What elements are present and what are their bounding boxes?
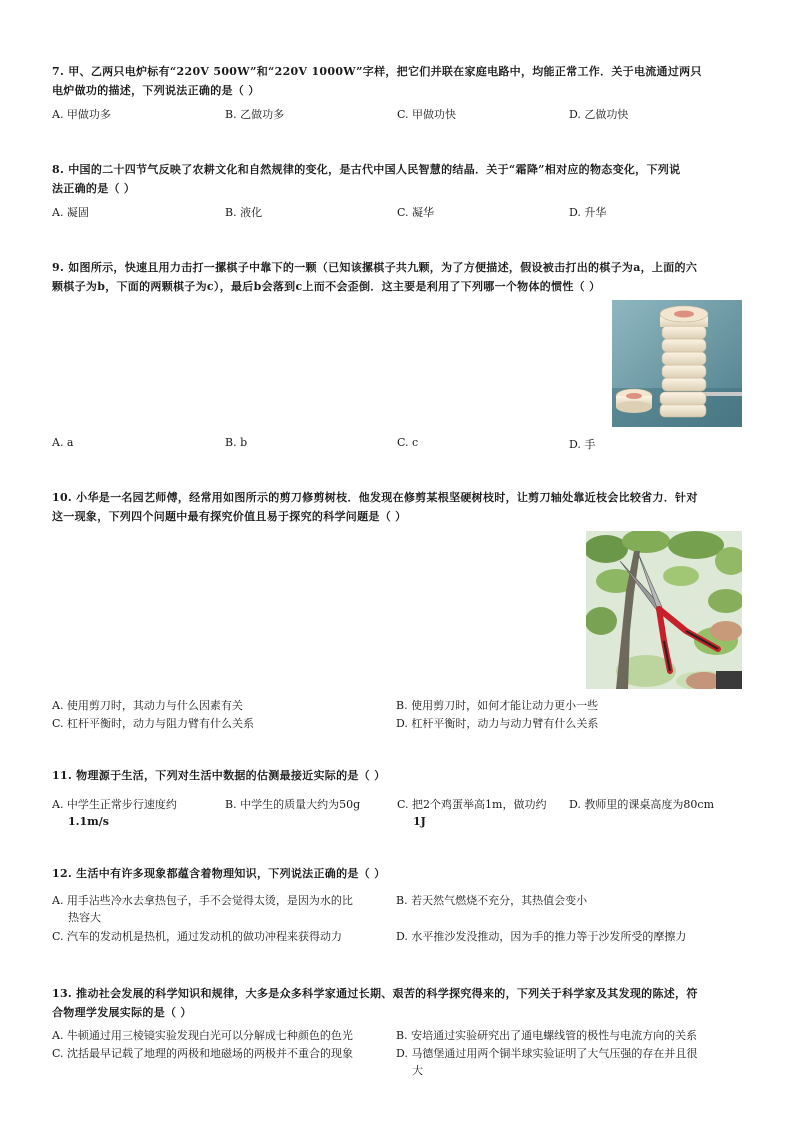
option-a-line-1: A. 牛顿通过用三棱镜实验发现白光可以分解成七种颜色的色光 [52,1029,353,1042]
option-d[interactable] [396,928,736,945]
option-c[interactable] [397,796,567,830]
option-b[interactable] [225,796,395,813]
option-b[interactable]: B. b [225,436,248,449]
option-b[interactable]: B. 使用剪刀时，如何才能让动力更小一些 [396,699,599,712]
question-7-options [52,106,742,126]
option-a[interactable] [52,892,392,926]
question-7-stem-line-1: 7. 甲、乙两只电炉标有“220V 500W”和“220V 1000W”字样，把它们并联在家庭电路中，均能正常工作．关于电流通过两只 [52,65,702,78]
option-d-line-2: 大 [412,1064,423,1077]
option-d[interactable]: D. 升华 [569,206,607,219]
option-a[interactable] [52,1027,392,1044]
option-b[interactable] [396,1027,736,1044]
question-11-options [52,796,742,836]
question-10 [52,488,742,730]
option-b-line-1: B. 安培通过实验研究出了通电螺线管的极性与电流方向的关系 [396,1029,698,1042]
option-c[interactable] [52,928,392,945]
option-a[interactable]: A. 凝固 [52,206,89,219]
question-8 [52,160,742,219]
option-d-line-1: D. 马德堡通过用两个铜半球实验证明了大气压强的存在并且很 [396,1047,698,1060]
option-d[interactable] [396,1045,736,1079]
option-a-line-2: 热容大 [68,911,101,924]
question-8-stem-line-1: 8. 中国的二十四节气反映了农耕文化和自然规律的变化，是古代中国人民智慧的结晶．关于“霜降”相对应的物态变化，下列说 [52,163,681,176]
question-11-stem: 11. 物理源于生活，下列对生活中数据的估测最接近实际的是（ ） [52,769,386,782]
option-c-line-1: C. 沈括最早记载了地理的两极和地磁场的两极并不重合的现象 [52,1047,354,1060]
option-b[interactable]: B. 液化 [225,206,263,219]
option-a[interactable]: A. 使用剪刀时，其动力与什么因素有关 [52,699,243,712]
option-a-line-1: A. 中学生正常步行速度约 [52,798,177,811]
question-8-options [52,204,742,224]
question-9-stem-line-1: 9. 如图所示，快速且用力击打一摞棋子中靠下的一颗（已知该摞棋子共九颗，为了方便描述，假设被击打出的棋子为a，上面的六 [52,261,698,274]
question-9-stem-line-2: 颗棋子为b，下面的两颗棋子为c），最后b会落到c上而不会歪倒．这主要是利用了下列哪一个物体的惯性（ ） [52,280,601,293]
question-10-options [52,697,742,737]
option-d-line-1: D. 水平推沙发没推动，因为手的推力等于沙发所受的摩擦力 [396,930,687,943]
option-b[interactable] [396,892,736,909]
option-a-line-1: A. 用手沾些冷水去拿热包子，手不会觉得太烫，是因为水的比 [52,894,353,907]
option-c-line-1: C. 把2个鸡蛋举高1m，做功约 [397,798,547,811]
question-9 [52,258,742,451]
option-b-line-1: B. 中学生的质量大约为50g [225,798,361,811]
option-a[interactable] [52,796,222,830]
option-c[interactable]: C. 甲做功快 [397,108,457,121]
option-d[interactable]: D. 乙做功快 [569,108,629,121]
option-c[interactable]: C. 凝华 [397,206,435,219]
option-b[interactable]: B. 乙做功多 [225,108,285,121]
question-11 [52,766,742,828]
option-c[interactable] [52,1045,392,1062]
question-12-options [52,892,742,948]
option-b-line-1: B. 若天然气燃烧不充分，其热值会变小 [396,894,588,907]
option-d-line-1: D. 教师里的课桌高度为80cm [569,798,715,811]
question-13-stem-line-2: 合物理学发展实际的是（ ） [52,1006,192,1019]
option-c[interactable]: C. c [397,436,419,449]
question-13-options [52,1027,742,1083]
option-a-line-2: 1.1m/s [68,815,109,828]
option-d[interactable]: D. 手 [569,438,596,451]
question-12 [52,864,742,943]
checker-stack-photo [612,300,742,427]
option-c[interactable]: C. 杠杆平衡时，动力与阻力臂有什么关系 [52,717,255,730]
question-13 [52,984,742,1077]
pruning-shears-illustration [586,531,742,689]
option-d[interactable] [569,796,742,813]
option-d[interactable]: D. 杠杆平衡时，动力与动力臂有什么关系 [396,717,599,730]
option-a[interactable]: A. 甲做功多 [52,108,111,121]
question-10-stem-line-1: 10. 小华是一名园艺师傅，经常用如图所示的剪刀修剪树枝．他发现在修剪某根坚硬树枝时，让剪刀轴处靠近枝会比较省力．针对 [52,491,698,504]
question-12-stem: 12. 生活中有许多现象都蕴含着物理知识，下列说法正确的是（ ） [52,867,386,880]
question-7 [52,62,742,121]
option-c-line-1: C. 汽车的发动机是热机，通过发动机的做功冲程来获得动力 [52,930,343,943]
option-c-line-2: 1J [413,815,426,828]
pruning-shears-photo [586,531,742,689]
question-13-stem-line-1: 13. 推动社会发展的科学知识和规律，大多是众多科学家通过长期、艰苦的科学探究得来的，下列关于科学家及其发现的陈述，符 [52,987,698,1000]
question-7-stem-line-2: 电炉做功的描述，下列说法正确的是（ ） [52,84,260,97]
question-10-stem-line-2: 这一现象，下列四个问题中最有探究价值且易于探究的科学问题是（ ） [52,510,407,523]
option-a[interactable]: A. a [52,436,74,449]
question-8-stem-line-2: 法正确的是（ ） [52,182,136,195]
question-9-options [52,436,742,456]
checker-stack-illustration [612,300,742,427]
